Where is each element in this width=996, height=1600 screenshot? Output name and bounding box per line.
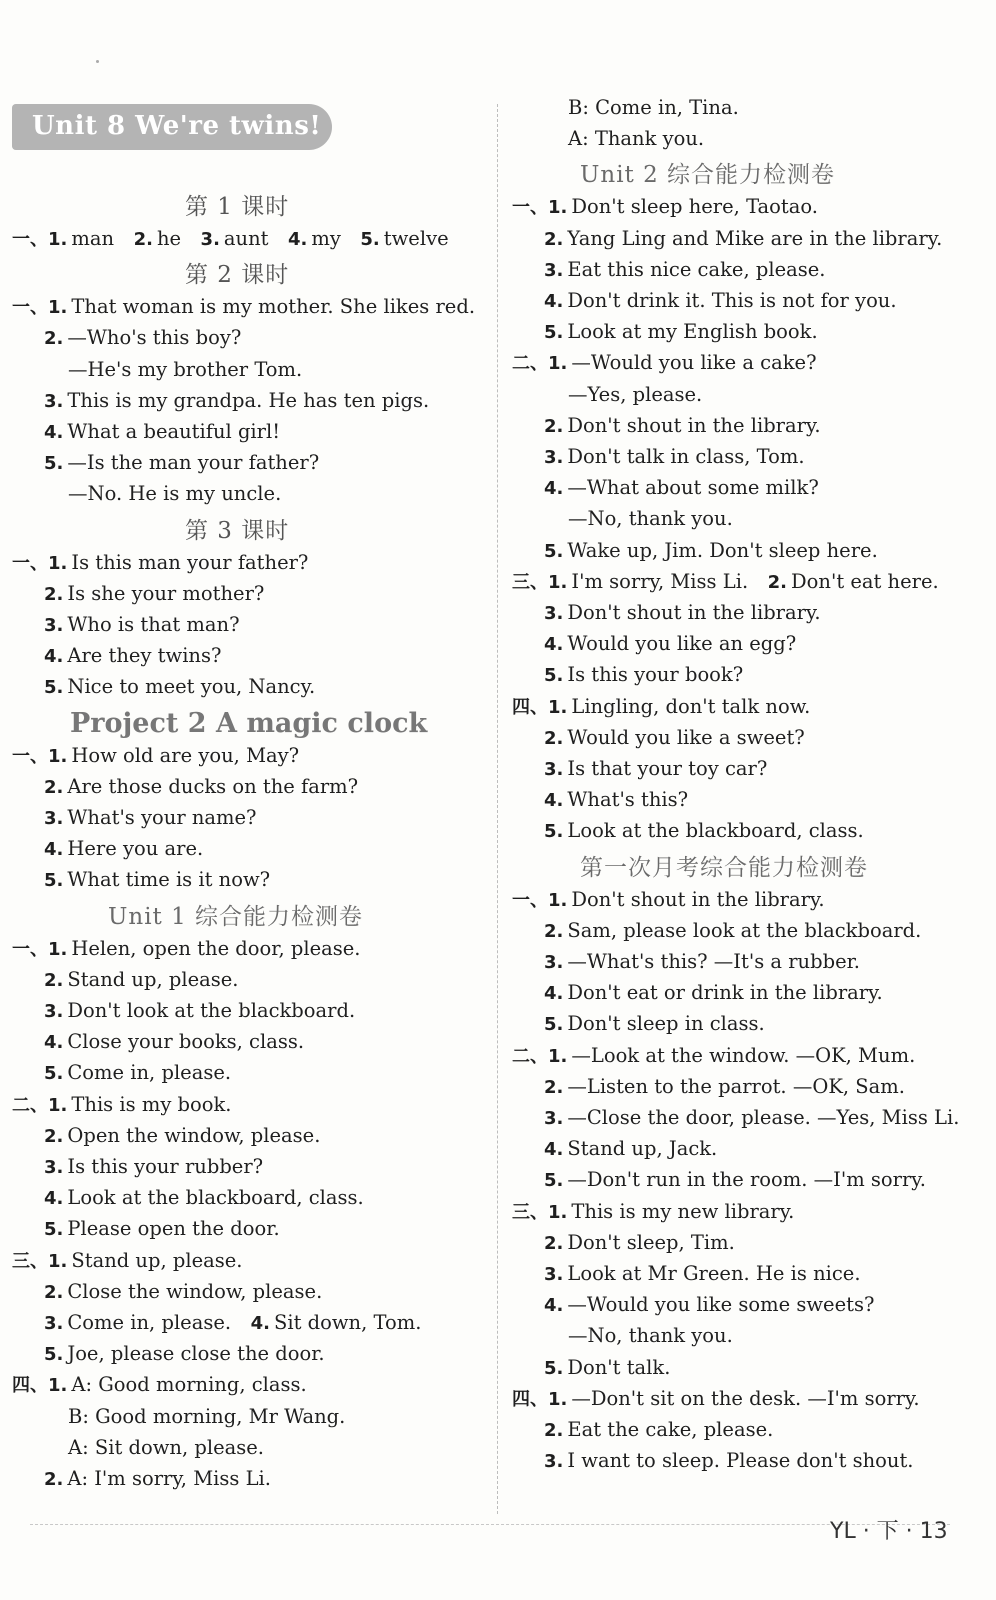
answer-line [544, 819, 864, 844]
answer-text: Don't sleep, Tim. [567, 1230, 735, 1254]
answer-line [12, 1249, 243, 1274]
question-number: 3. [44, 1157, 64, 1178]
answer-text: —Look at the window. —OK, Mum. [571, 1043, 916, 1067]
question-number: 1. [48, 1250, 68, 1272]
question-number: 4. [44, 1188, 64, 1210]
answer-line [44, 775, 358, 800]
answer-line [68, 1405, 345, 1429]
answer-text: —Would you like a cake? [571, 351, 817, 375]
question-number: 2. [44, 1125, 64, 1147]
question-number: 5. [544, 821, 564, 843]
question-number: 5. [544, 1014, 564, 1036]
answer-line [44, 837, 203, 862]
question-number: 3. [44, 808, 64, 829]
unit-banner-title: Unit 8 We're twins! [32, 111, 322, 141]
answer-line [12, 295, 475, 320]
question-number: 4. [544, 1295, 564, 1317]
answer-text: Is she your mother? [67, 581, 265, 605]
answer-line [544, 476, 819, 501]
answer-line [568, 96, 739, 120]
answer-text: This is my new library. [571, 1199, 795, 1223]
answer-line [568, 383, 702, 407]
footer-rule [30, 1524, 950, 1525]
answer-text: —Close the door, please. —Yes, Miss Li. [567, 1106, 960, 1129]
answer-text: Stand up, Jack. [567, 1137, 718, 1161]
part-numeral: 四、 [512, 1388, 548, 1410]
question-number: 5. [44, 870, 64, 892]
question-number: 2. [133, 229, 153, 250]
question-number: 2. [44, 776, 64, 798]
answer-text: Here you are. [67, 837, 204, 861]
question-number: 5. [44, 453, 64, 475]
answer-text: How old are you, May? [71, 743, 300, 767]
answer-text: Lingling, don't talk now. [571, 694, 811, 718]
question-number: 1. [548, 571, 568, 593]
answer-text: Is this man your father? [71, 550, 309, 574]
answer-line [512, 570, 939, 595]
question-number: 5. [44, 1344, 64, 1366]
answer-line [44, 968, 239, 993]
question-number: 5. [360, 229, 380, 250]
answer-text: Don't shout in the library. [571, 887, 825, 911]
answer-line [568, 1324, 733, 1348]
answer-text: my [311, 227, 341, 250]
answer-text: Don't shout in the library. [567, 601, 821, 624]
answer-line [568, 507, 733, 531]
answer-line [568, 127, 704, 151]
part-numeral: 一、 [12, 229, 48, 250]
answer-line [512, 695, 810, 720]
answer-text: I'm sorry, Miss Li. [571, 569, 749, 593]
answer-text: B: Good morning, Mr Wang. [68, 1404, 346, 1428]
part-numeral: 一、 [12, 552, 48, 574]
part-numeral: 四、 [512, 696, 548, 718]
question-number: 5. [544, 1170, 564, 1192]
answer-text: Who is that man? [67, 613, 240, 636]
answer-line [544, 950, 860, 975]
speck [96, 60, 99, 63]
answer-line [44, 451, 319, 476]
question-number: 1. [48, 229, 68, 250]
answer-line [544, 726, 805, 751]
question-number: 3. [44, 615, 64, 636]
answer-text: A: Thank you. [568, 127, 705, 151]
answer-text: Yang Ling and Mike are in the library. [567, 226, 943, 250]
answer-text: Sit down, Tom. [273, 1311, 422, 1334]
question-number: 5. [544, 665, 564, 687]
question-number: 2. [44, 1469, 64, 1490]
answer-line [544, 981, 883, 1006]
question-number: 5. [44, 1063, 64, 1085]
question-number: 2. [544, 228, 564, 250]
question-number: 5. [44, 677, 64, 699]
answer-line [44, 1030, 304, 1055]
answer-line [44, 613, 240, 638]
answer-text: —Is the man your father? [67, 451, 320, 475]
answer-line [544, 1106, 959, 1131]
answer-line [544, 663, 743, 688]
answer-text: Sam, please look at the blackboard. [567, 918, 922, 942]
answer-line [544, 757, 767, 782]
answer-text: Close the window, please. [67, 1279, 323, 1303]
answer-line [44, 644, 221, 669]
answer-text: What time is it now? [67, 868, 271, 892]
question-number: 2. [767, 571, 788, 593]
answer-text: Close your books, class. [67, 1030, 305, 1054]
answer-line [44, 1155, 263, 1180]
answer-line [12, 937, 360, 962]
answer-line [44, 1186, 364, 1211]
part-numeral: 三、 [12, 1250, 48, 1272]
question-number: 3. [544, 447, 564, 468]
answer-line [544, 632, 796, 657]
answer-text: What a beautiful girl! [67, 420, 281, 443]
answer-line [68, 1436, 264, 1460]
question-number: 1. [548, 197, 568, 219]
answer-text: Don't talk. [567, 1355, 671, 1379]
answer-text: —Yes, please. [568, 382, 703, 406]
section-heading: 第一次月考综合能力检测卷 [580, 854, 868, 881]
question-number: 1. [548, 889, 568, 911]
answer-line [544, 1449, 914, 1474]
answer-line [512, 1200, 794, 1225]
question-number: 3. [544, 759, 564, 780]
question-number: 1. [48, 938, 68, 960]
lesson-heading: 第 1 课时 [185, 194, 290, 220]
answer-line [44, 1467, 271, 1492]
answer-line [12, 744, 299, 769]
question-number: 1. [48, 297, 68, 319]
answer-text: I want to sleep. Please don't shout. [567, 1449, 914, 1473]
part-numeral: 一、 [512, 197, 548, 219]
question-number: 2. [44, 328, 64, 350]
answer-text: Is this your book? [567, 663, 744, 687]
answer-line [544, 1418, 773, 1443]
answer-line [12, 1093, 232, 1118]
answer-line [44, 1061, 231, 1086]
answer-line [44, 806, 257, 831]
column-divider [497, 104, 498, 1514]
answer-text: What's your name? [67, 806, 257, 829]
answer-line [44, 1311, 421, 1336]
answer-text: Eat this nice cake, please. [567, 257, 826, 281]
answer-text: Don't sleep in class. [567, 1012, 765, 1036]
answer-line [44, 868, 270, 893]
question-number: 4. [44, 1032, 64, 1054]
answer-line [12, 227, 449, 252]
answer-text: —No, thank you. [568, 1324, 733, 1348]
question-number: 4. [288, 229, 308, 250]
answer-text: —He's my brother Tom. [68, 357, 303, 381]
answer-text: Come in, please. [67, 1311, 232, 1334]
question-number: 4. [250, 1313, 270, 1334]
answer-text: —Don't sit on the desk. —I'm sorry. [571, 1386, 920, 1410]
question-number: 3. [44, 390, 64, 412]
answer-text: Are those ducks on the farm? [67, 774, 359, 798]
question-number: 2. [544, 727, 564, 749]
answer-line [544, 1293, 874, 1318]
question-number: 4. [544, 634, 564, 656]
answer-line [544, 289, 897, 314]
answer-line [544, 1012, 765, 1037]
answer-line [44, 326, 241, 351]
answer-text: That woman is my mother. She likes red. [71, 295, 476, 319]
answer-text: A: Sit down, please. [68, 1435, 264, 1459]
question-number: 4. [544, 1139, 564, 1161]
answer-text: Please open the door. [67, 1217, 280, 1241]
answer-line [544, 788, 688, 813]
answer-text: Stand up, please. [71, 1248, 243, 1272]
question-number: 1. [548, 1201, 568, 1223]
answer-text: —Listen to the parrot. —OK, Sam. [567, 1074, 905, 1098]
question-number: 3. [544, 1264, 564, 1285]
question-number: 1. [548, 353, 568, 375]
question-number: 4. [544, 291, 564, 312]
answer-text: Look at my English book. [567, 320, 818, 344]
question-number: 4. [44, 839, 64, 861]
answer-text: twelve [383, 227, 449, 250]
part-numeral: 二、 [512, 1045, 548, 1067]
answer-text: Stand up, please. [67, 967, 239, 991]
question-number: 4. [44, 422, 64, 443]
question-number: 2. [544, 920, 564, 942]
section-heading: Unit 1 综合能力检测卷 [108, 903, 364, 930]
question-number: 3. [544, 259, 564, 281]
answer-line [68, 358, 302, 382]
answer-text: he [156, 227, 182, 250]
question-number: 1. [548, 696, 568, 718]
answer-line [544, 1231, 735, 1256]
answer-text: Are they twins? [67, 644, 222, 668]
answer-line [544, 227, 942, 252]
answer-text: Open the window, please. [67, 1123, 321, 1147]
question-number: 2. [544, 1076, 564, 1098]
question-number: 4. [544, 790, 564, 812]
part-numeral: 一、 [12, 938, 48, 960]
answer-text: —Would you like some sweets? [567, 1293, 875, 1317]
question-number: 3. [544, 1108, 564, 1129]
answer-text: Don't eat or drink in the library. [567, 981, 883, 1005]
answer-text: Is this your rubber? [67, 1155, 264, 1178]
answer-line [544, 1075, 905, 1100]
question-number: 3. [544, 603, 564, 624]
question-number: 3. [200, 229, 220, 250]
answer-text: Joe, please close the door. [67, 1342, 325, 1366]
answer-text: Would you like a sweet? [567, 725, 805, 749]
answer-line [44, 675, 315, 700]
question-number: 5. [544, 540, 564, 562]
question-number: 1. [548, 1045, 568, 1067]
part-numeral: 一、 [12, 745, 48, 767]
lesson-heading: 第 3 课时 [185, 517, 290, 544]
question-number: 1. [48, 1375, 68, 1397]
question-number: 3. [44, 1313, 64, 1334]
answer-text: A: I'm sorry, Miss Li. [67, 1467, 271, 1490]
answer-line [44, 999, 355, 1024]
question-number: 5. [544, 1357, 564, 1379]
answer-text: Don't eat here. [791, 569, 939, 593]
question-number: 2. [544, 1420, 564, 1441]
part-numeral: 四、 [12, 1375, 48, 1397]
answer-text: Look at the blackboard, class. [67, 1186, 364, 1210]
question-number: 4. [44, 646, 64, 668]
answer-line [544, 1168, 926, 1193]
lesson-heading: 第 2 课时 [185, 262, 290, 289]
answer-text: Wake up, Jim. Don't sleep here. [567, 538, 878, 562]
question-number: 2. [44, 1281, 64, 1303]
answer-line [12, 1373, 307, 1398]
question-number: 5. [44, 1219, 64, 1241]
section-heading: Project 2 A magic clock [70, 707, 428, 739]
question-number: 4. [544, 478, 564, 500]
answer-text: Look at Mr Green. He is nice. [567, 1262, 861, 1285]
answer-line [44, 1280, 322, 1305]
part-numeral: 二、 [12, 1094, 48, 1116]
answer-text: A: Good morning, class. [71, 1373, 307, 1397]
answer-text: Would you like an egg? [567, 632, 797, 656]
answer-text: B: Come in, Tina. [568, 96, 739, 119]
question-number: 3. [544, 952, 564, 973]
answer-line [544, 414, 821, 439]
answer-text: This is my book. [71, 1092, 232, 1116]
section-heading: Unit 2 综合能力检测卷 [580, 162, 836, 189]
answer-text: Don't look at the blackboard. [67, 999, 356, 1022]
answer-line [544, 258, 826, 283]
part-numeral: 一、 [512, 889, 548, 911]
answer-line [512, 888, 825, 913]
answer-text: Don't sleep here, Taotao. [571, 195, 818, 219]
question-number: 1. [548, 1388, 568, 1410]
answer-line [512, 195, 818, 220]
question-number: 1. [48, 552, 68, 574]
part-numeral: 三、 [512, 1201, 548, 1223]
answer-text: Eat the cake, please. [567, 1418, 774, 1441]
answer-line [512, 351, 817, 376]
answer-line [44, 420, 280, 445]
answer-text: This is my grandpa. He has ten pigs. [67, 388, 430, 412]
answer-text: —What's this? —It's a rubber. [567, 950, 860, 973]
answer-line [544, 320, 818, 345]
answer-line [512, 1387, 920, 1412]
answer-line [44, 1217, 280, 1242]
question-number: 5. [544, 322, 564, 344]
answer-text: aunt [223, 227, 269, 250]
answer-text: What's this? [567, 788, 689, 812]
answer-text: Look at the blackboard, class. [567, 819, 864, 843]
part-numeral: 二、 [512, 353, 548, 375]
answer-line [544, 919, 921, 944]
answer-text: —No, thank you. [568, 507, 733, 531]
unit-banner [12, 104, 332, 150]
answer-line [44, 1124, 320, 1149]
part-numeral: 三、 [512, 571, 548, 593]
answer-text: Helen, open the door, please. [71, 936, 361, 960]
question-number: 1. [48, 1094, 68, 1116]
answer-text: Don't talk in class, Tom. [567, 445, 805, 468]
answer-line [68, 482, 281, 506]
answer-text: Come in, please. [67, 1061, 232, 1085]
question-number: 2. [544, 1232, 564, 1254]
question-number: 2. [544, 415, 564, 437]
answer-text: man [71, 227, 115, 250]
answer-text: —Who's this boy? [67, 326, 242, 350]
answer-text: Nice to meet you, Nancy. [67, 675, 316, 699]
answer-line [544, 1356, 670, 1381]
answer-line [44, 1342, 325, 1367]
answer-line [12, 551, 308, 576]
answer-line [544, 445, 805, 470]
answer-text: —No. He is my uncle. [68, 482, 282, 506]
question-number: 2. [44, 969, 64, 991]
answer-line [44, 582, 264, 607]
answer-text: Don't shout in the library. [567, 413, 821, 437]
answer-text: Is that your toy car? [567, 757, 768, 780]
answer-text: —What about some milk? [567, 476, 819, 500]
answer-line [44, 389, 429, 414]
page-number: YL · 下 · 13 [830, 1519, 948, 1544]
answer-line [544, 539, 878, 564]
answer-line [512, 1044, 915, 1069]
question-number: 4. [544, 983, 564, 1005]
part-numeral: 一、 [12, 297, 48, 319]
answer-line [544, 601, 821, 626]
answer-line [544, 1262, 861, 1287]
answer-line [544, 1137, 717, 1162]
answer-text: Don't drink it. This is not for you. [567, 289, 897, 312]
question-number: 3. [44, 1001, 64, 1022]
answer-text: —Don't run in the room. —I'm sorry. [567, 1168, 926, 1192]
question-number: 1. [48, 745, 68, 767]
question-number: 2. [44, 583, 64, 605]
question-number: 3. [544, 1451, 564, 1473]
